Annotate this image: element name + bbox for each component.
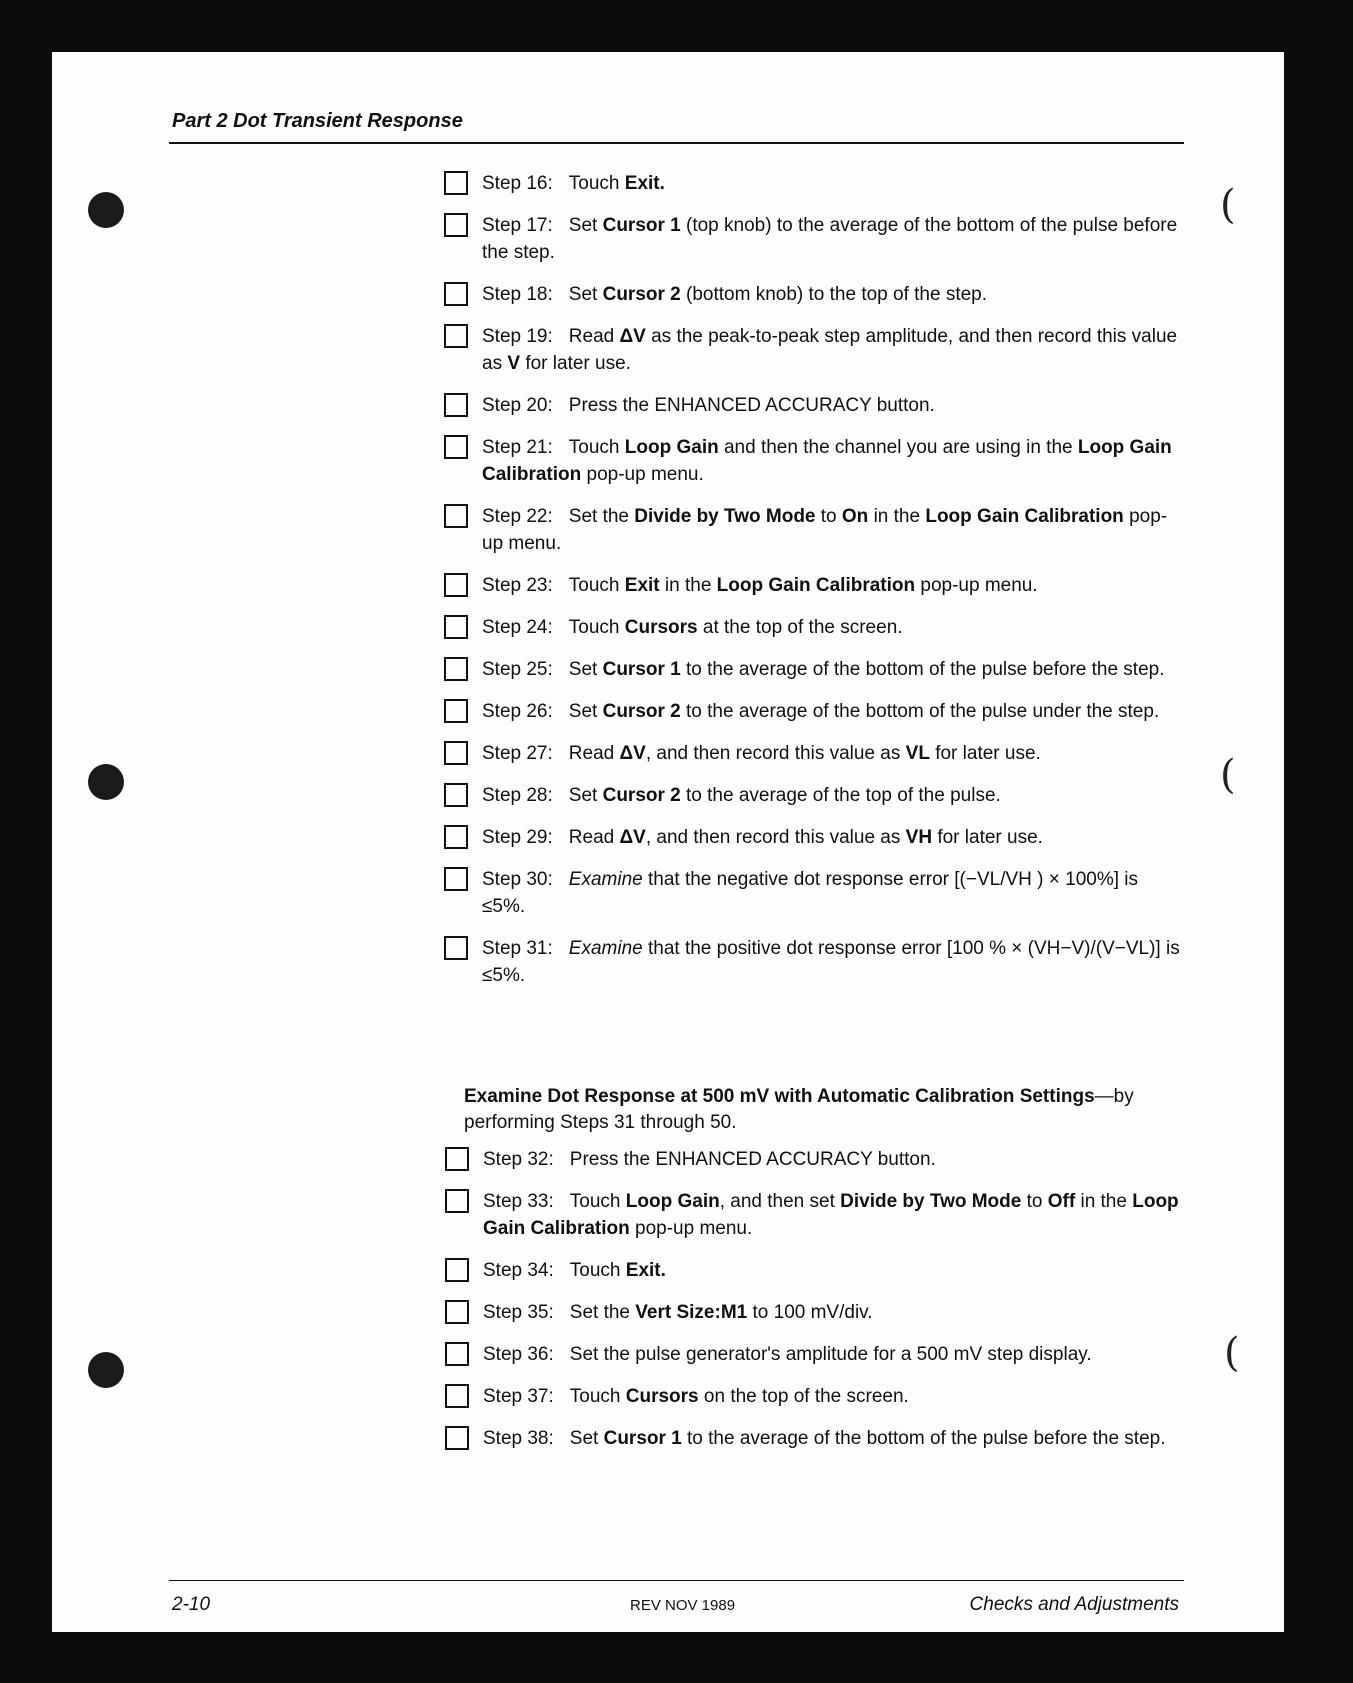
step-text-part: On xyxy=(841,506,869,527)
step-text xyxy=(482,170,1184,197)
step-text-part: , and then record this value as xyxy=(645,743,906,764)
margin-mark: ( xyxy=(1220,752,1236,798)
step-text xyxy=(482,212,1184,266)
step-checkbox[interactable] xyxy=(444,936,468,960)
step-item xyxy=(445,1383,1185,1410)
step-text xyxy=(482,698,1184,725)
step-item xyxy=(444,614,1184,641)
step-text xyxy=(482,614,1184,641)
step-text-part: Exit. xyxy=(624,173,665,194)
step-text xyxy=(482,782,1184,809)
section-heading: Examine Dot Response at 500 mV with Automatic Calibration Settings xyxy=(464,1086,1095,1107)
step-text xyxy=(482,656,1184,683)
header-rule xyxy=(169,142,1184,144)
step-number: Step 24: xyxy=(482,617,553,638)
step-item xyxy=(445,1341,1185,1368)
step-text-part: Touch xyxy=(569,1260,626,1281)
step-item xyxy=(445,1425,1185,1452)
step-text-part: Examine xyxy=(568,869,643,890)
step-item xyxy=(444,281,1184,308)
footer-rule xyxy=(169,1580,1184,1581)
step-text-part: pop-up menu. xyxy=(915,575,1038,596)
margin-mark: ( xyxy=(1220,182,1236,228)
step-number: Step 17: xyxy=(482,215,553,236)
step-text-part: pop-up menu. xyxy=(629,1218,753,1239)
step-text-part: at the top of the screen. xyxy=(697,617,903,638)
step-number: Step 26: xyxy=(482,701,553,722)
step-text-part: Set the xyxy=(569,1302,636,1323)
step-text-part: to the average of the bottom of the pulse under the step. xyxy=(680,701,1160,722)
step-text-part: to the average of the bottom of the pulse before the step. xyxy=(680,659,1165,680)
step-text-part: to xyxy=(1021,1191,1048,1212)
step-number: Step 32: xyxy=(483,1149,554,1170)
step-checkbox[interactable] xyxy=(444,783,468,807)
step-text xyxy=(483,1341,1185,1368)
margin-mark: ( xyxy=(1224,1330,1240,1376)
step-text-part: Touch xyxy=(568,575,625,596)
step-text-part: Touch xyxy=(568,437,625,458)
step-text-part: Loop Gain Calibration xyxy=(716,575,916,596)
step-text-part: , and then set xyxy=(719,1191,841,1212)
step-text-part: Set xyxy=(568,215,603,236)
step-number: Step 37: xyxy=(483,1386,554,1407)
step-item xyxy=(445,1257,1185,1284)
step-checkbox[interactable] xyxy=(444,171,468,195)
step-text-part: Set xyxy=(569,1428,604,1449)
step-text-part: (top knob) to the average of the bottom of the pulse before the step. xyxy=(482,215,1178,263)
step-text-part: Vert Size:M1 xyxy=(635,1302,748,1323)
step-text-part: in the xyxy=(659,575,717,596)
step-text-part: to the average of the top of the pulse. xyxy=(680,785,1001,806)
step-text-part: Set the pulse generator's amplitude for a 500 mV step display. xyxy=(569,1344,1092,1365)
footer-page-number: 2-10 xyxy=(172,1594,211,1615)
step-number: Step 27: xyxy=(482,743,553,764)
step-text xyxy=(482,824,1184,851)
footer-section-title: Checks and Adjustments xyxy=(969,1594,1179,1615)
step-number: Step 38: xyxy=(483,1428,554,1449)
step-text-part: for later use. xyxy=(520,353,631,374)
step-text-part: to xyxy=(815,506,842,527)
step-text-part: Cursor 1 xyxy=(603,1428,682,1449)
step-checkbox[interactable] xyxy=(445,1258,469,1282)
step-text-part: Read xyxy=(568,743,620,764)
step-text-part: to the average of the bottom of the pulse before the step. xyxy=(681,1428,1166,1449)
step-text xyxy=(482,572,1184,599)
section-rest: —by performing Steps 31 through 50. xyxy=(464,1086,1134,1133)
step-checkbox[interactable] xyxy=(444,504,468,528)
section-intro xyxy=(464,1084,1144,1136)
step-checkbox[interactable] xyxy=(445,1426,469,1450)
step-item xyxy=(444,740,1184,767)
step-item xyxy=(445,1299,1185,1326)
step-number: Step 36: xyxy=(483,1344,554,1365)
step-text-part: , and then record this value as xyxy=(645,827,906,848)
step-item xyxy=(444,170,1184,197)
steps-list-b xyxy=(445,1146,1185,1467)
step-number: Step 21: xyxy=(482,437,553,458)
step-text-part: in the xyxy=(868,506,926,527)
step-text-part: Divide by Two Mode xyxy=(634,506,816,527)
step-number: Step 18: xyxy=(482,284,553,305)
step-text-part: Cursor 2 xyxy=(602,785,681,806)
step-text-part: as the peak-to-peak step amplitude, and then record this value as xyxy=(482,326,1178,374)
step-text xyxy=(483,1257,1185,1284)
step-text-part: Loop Gain Calibration xyxy=(483,1191,1179,1239)
binder-hole xyxy=(88,1352,124,1388)
step-number: Step 16: xyxy=(482,173,553,194)
step-text-part: Touch xyxy=(568,173,625,194)
step-checkbox[interactable] xyxy=(445,1189,469,1213)
step-item xyxy=(444,824,1184,851)
step-text-part: Divide by Two Mode xyxy=(840,1191,1022,1212)
step-text-part: ΔV xyxy=(619,326,646,347)
step-checkbox[interactable] xyxy=(444,657,468,681)
step-text-part: that the negative dot response error [(−VL/VH ) × 100%] is ≤5%. xyxy=(482,869,1139,917)
step-number: Step 31: xyxy=(482,938,553,959)
step-text-part: Cursor 2 xyxy=(602,701,681,722)
step-number: Step 29: xyxy=(482,827,553,848)
step-text xyxy=(482,740,1184,767)
binder-hole xyxy=(88,192,124,228)
step-text-part: Set xyxy=(568,659,603,680)
step-text-part: Loop Gain Calibration xyxy=(925,506,1124,527)
step-text xyxy=(482,866,1184,920)
step-item xyxy=(444,782,1184,809)
step-number: Step 34: xyxy=(483,1260,554,1281)
step-item xyxy=(444,935,1184,989)
step-text-part: and then the channel you are using in the xyxy=(718,437,1078,458)
step-number: Step 30: xyxy=(482,869,553,890)
step-text-part: ΔV xyxy=(619,743,646,764)
step-text xyxy=(482,392,1184,419)
step-text-part: Set the xyxy=(568,506,635,527)
step-item xyxy=(444,698,1184,725)
step-number: Step 20: xyxy=(482,395,553,416)
step-checkbox[interactable] xyxy=(444,282,468,306)
step-text-part: Set xyxy=(568,284,603,305)
step-number: Step 25: xyxy=(482,659,553,680)
step-text-part: VH xyxy=(905,827,933,848)
step-text-part: Set xyxy=(568,785,603,806)
step-checkbox[interactable] xyxy=(444,324,468,348)
step-text xyxy=(482,281,1184,308)
step-item xyxy=(444,392,1184,419)
step-checkbox[interactable] xyxy=(444,213,468,237)
step-text-part: Cursors xyxy=(625,1386,699,1407)
step-text-part: Touch xyxy=(569,1386,626,1407)
step-text-part: ΔV xyxy=(619,827,646,848)
step-text-part: VL xyxy=(905,743,930,764)
step-item xyxy=(444,572,1184,599)
document-page xyxy=(52,52,1284,1632)
step-item xyxy=(444,212,1184,266)
step-checkbox[interactable] xyxy=(444,867,468,891)
step-text-part: for later use. xyxy=(929,743,1041,764)
step-text xyxy=(483,1146,1185,1173)
step-item xyxy=(444,656,1184,683)
step-text-part: Exit xyxy=(624,575,660,596)
step-text-part: Cursor 1 xyxy=(602,215,681,236)
step-text-part: Loop Gain xyxy=(624,437,719,458)
step-number: Step 19: xyxy=(482,326,553,347)
step-text-part: Cursor 1 xyxy=(602,659,681,680)
step-item xyxy=(444,866,1184,920)
step-text-part: to 100 mV/div. xyxy=(747,1302,873,1323)
step-text-part: Press the ENHANCED ACCURACY button. xyxy=(568,395,935,416)
step-text xyxy=(482,323,1184,377)
step-text-part: pop-up menu. xyxy=(482,506,1168,554)
step-text-part: Loop Gain Calibration xyxy=(482,437,1172,485)
step-text xyxy=(482,434,1184,488)
step-text-part: Cursor 2 xyxy=(602,284,681,305)
step-text xyxy=(483,1425,1185,1452)
step-text-part: Examine xyxy=(568,938,643,959)
step-text-part: Read xyxy=(568,827,620,848)
step-text-part: Loop Gain xyxy=(625,1191,720,1212)
step-text xyxy=(483,1299,1185,1326)
step-text-part: on the top of the screen. xyxy=(698,1386,909,1407)
step-text-part: in the xyxy=(1075,1191,1133,1212)
step-text-part: pop-up menu. xyxy=(581,464,704,485)
step-item xyxy=(444,434,1184,488)
step-number: Step 33: xyxy=(483,1191,554,1212)
step-text-part: Press the ENHANCED ACCURACY button. xyxy=(569,1149,936,1170)
step-text-part: Set xyxy=(568,701,603,722)
step-text-part: for later use. xyxy=(932,827,1043,848)
step-number: Step 35: xyxy=(483,1302,554,1323)
footer-revision: REV NOV 1989 xyxy=(630,1597,736,1614)
step-checkbox[interactable] xyxy=(444,615,468,639)
step-item xyxy=(444,323,1184,377)
step-checkbox[interactable] xyxy=(445,1300,469,1324)
step-text-part: Read xyxy=(568,326,620,347)
step-checkbox[interactable] xyxy=(444,393,468,417)
step-checkbox[interactable] xyxy=(444,435,468,459)
step-text-part: Touch xyxy=(569,1191,626,1212)
step-checkbox[interactable] xyxy=(444,699,468,723)
step-text xyxy=(483,1383,1185,1410)
step-number: Step 22: xyxy=(482,506,553,527)
step-text-part: Exit. xyxy=(625,1260,666,1281)
step-text-part: V xyxy=(507,353,521,374)
step-checkbox[interactable] xyxy=(444,573,468,597)
step-item xyxy=(445,1188,1185,1242)
step-item xyxy=(444,503,1184,557)
page-header-title: Part 2 Dot Transient Response xyxy=(172,110,463,132)
step-text-part: Touch xyxy=(568,617,625,638)
binder-hole xyxy=(88,764,124,800)
step-text-part: Off xyxy=(1047,1191,1076,1212)
step-checkbox[interactable] xyxy=(444,741,468,765)
step-item xyxy=(445,1146,1185,1173)
steps-list-a xyxy=(444,170,1184,1004)
step-text-part: (bottom knob) to the top of the step. xyxy=(680,284,988,305)
step-checkbox[interactable] xyxy=(445,1384,469,1408)
step-number: Step 23: xyxy=(482,575,553,596)
step-checkbox[interactable] xyxy=(444,825,468,849)
step-text xyxy=(482,935,1184,989)
step-text xyxy=(483,1188,1185,1242)
step-checkbox[interactable] xyxy=(445,1342,469,1366)
step-number: Step 28: xyxy=(482,785,553,806)
step-text-part: that the positive dot response error [100 % × (VH−V)/(V−VL)] is ≤5%. xyxy=(482,938,1180,986)
step-text xyxy=(482,503,1184,557)
step-checkbox[interactable] xyxy=(445,1147,469,1171)
step-text-part: Cursors xyxy=(624,617,698,638)
